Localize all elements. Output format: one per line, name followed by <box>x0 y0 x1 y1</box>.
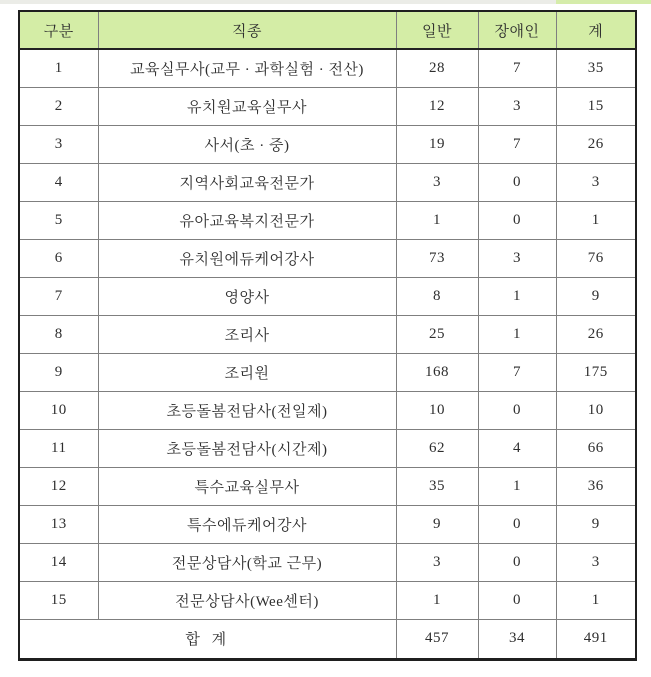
table-row <box>19 239 636 277</box>
cell-job: 조리사 <box>98 315 396 353</box>
cell-job: 조리원 <box>98 353 396 391</box>
total-disabled: 34 <box>478 619 556 659</box>
cell-job: 초등돌봄전담사(시간제) <box>98 429 396 467</box>
cell-job: 전문상담사(Wee센터) <box>98 581 396 619</box>
cell-disabled: 7 <box>478 125 556 163</box>
cell-job: 유치원교육실무사 <box>98 87 396 125</box>
cell-job: 특수교육실무사 <box>98 467 396 505</box>
staff-count-table <box>18 10 637 661</box>
table-row <box>19 163 636 201</box>
table-row <box>19 467 636 505</box>
cell-job: 교육실무사(교무 · 과학실험 · 전산) <box>98 49 396 87</box>
table-row <box>19 581 636 619</box>
cell-no: 7 <box>19 277 98 315</box>
table-row <box>19 429 636 467</box>
cell-total: 9 <box>556 505 636 543</box>
cell-no: 15 <box>19 581 98 619</box>
cell-disabled: 0 <box>478 201 556 239</box>
cropped-edge-strip-green <box>556 0 651 4</box>
table-row <box>19 125 636 163</box>
table-row <box>19 201 636 239</box>
cell-general: 3 <box>396 543 478 581</box>
cell-job: 전문상담사(학교 근무) <box>98 543 396 581</box>
cell-job: 특수에듀케어강사 <box>98 505 396 543</box>
cell-total: 66 <box>556 429 636 467</box>
cell-no: 9 <box>19 353 98 391</box>
cell-no: 2 <box>19 87 98 125</box>
cell-disabled: 1 <box>478 467 556 505</box>
cell-no: 8 <box>19 315 98 353</box>
cell-job: 유치원에듀케어강사 <box>98 239 396 277</box>
table-row <box>19 87 636 125</box>
table-body <box>19 49 636 619</box>
cell-total: 26 <box>556 125 636 163</box>
cell-no: 10 <box>19 391 98 429</box>
cell-total: 10 <box>556 391 636 429</box>
total-label: 합 계 <box>19 619 396 659</box>
cell-job: 초등돌봄전담사(전일제) <box>98 391 396 429</box>
cell-general: 9 <box>396 505 478 543</box>
table-footer <box>19 619 636 659</box>
total-general: 457 <box>396 619 478 659</box>
cell-general: 12 <box>396 87 478 125</box>
table-row <box>19 353 636 391</box>
cell-no: 1 <box>19 49 98 87</box>
cell-total: 3 <box>556 543 636 581</box>
table-row <box>19 391 636 429</box>
cell-disabled: 0 <box>478 163 556 201</box>
cell-disabled: 0 <box>478 543 556 581</box>
cell-general: 19 <box>396 125 478 163</box>
total-row <box>19 619 636 659</box>
cell-job: 영양사 <box>98 277 396 315</box>
cell-no: 3 <box>19 125 98 163</box>
cell-general: 73 <box>396 239 478 277</box>
cell-disabled: 4 <box>478 429 556 467</box>
cell-no: 4 <box>19 163 98 201</box>
cell-general: 1 <box>396 581 478 619</box>
cell-general: 168 <box>396 353 478 391</box>
cell-total: 1 <box>556 201 636 239</box>
cell-no: 13 <box>19 505 98 543</box>
cell-job: 지역사회교육전문가 <box>98 163 396 201</box>
cell-total: 1 <box>556 581 636 619</box>
cell-no: 12 <box>19 467 98 505</box>
total-total: 491 <box>556 619 636 659</box>
table-row <box>19 505 636 543</box>
cell-total: 3 <box>556 163 636 201</box>
cell-total: 9 <box>556 277 636 315</box>
table-row <box>19 543 636 581</box>
cell-disabled: 7 <box>478 49 556 87</box>
cell-disabled: 0 <box>478 581 556 619</box>
cell-total: 175 <box>556 353 636 391</box>
table-row <box>19 49 636 87</box>
cell-total: 35 <box>556 49 636 87</box>
col-header-disabled: 장애인 <box>478 11 556 49</box>
cell-total: 26 <box>556 315 636 353</box>
cell-total: 76 <box>556 239 636 277</box>
cell-total: 15 <box>556 87 636 125</box>
cell-general: 28 <box>396 49 478 87</box>
table-row <box>19 315 636 353</box>
cell-disabled: 3 <box>478 239 556 277</box>
cell-total: 36 <box>556 467 636 505</box>
cell-general: 25 <box>396 315 478 353</box>
cell-general: 3 <box>396 163 478 201</box>
cell-general: 62 <box>396 429 478 467</box>
table-header <box>19 11 636 49</box>
cell-no: 14 <box>19 543 98 581</box>
header-row <box>19 11 636 49</box>
cropped-edge-strip <box>0 0 651 4</box>
cell-disabled: 0 <box>478 505 556 543</box>
cell-disabled: 1 <box>478 277 556 315</box>
table-row <box>19 277 636 315</box>
cell-disabled: 7 <box>478 353 556 391</box>
col-header-total: 계 <box>556 11 636 49</box>
cell-general: 8 <box>396 277 478 315</box>
cell-general: 1 <box>396 201 478 239</box>
cell-general: 35 <box>396 467 478 505</box>
col-header-job: 직종 <box>98 11 396 49</box>
cell-job: 유아교육복지전문가 <box>98 201 396 239</box>
cell-no: 11 <box>19 429 98 467</box>
cell-job: 사서(초 · 중) <box>98 125 396 163</box>
col-header-category: 구분 <box>19 11 98 49</box>
cell-disabled: 1 <box>478 315 556 353</box>
cell-no: 6 <box>19 239 98 277</box>
cell-disabled: 3 <box>478 87 556 125</box>
cell-general: 10 <box>396 391 478 429</box>
cell-disabled: 0 <box>478 391 556 429</box>
cell-no: 5 <box>19 201 98 239</box>
col-header-general: 일반 <box>396 11 478 49</box>
